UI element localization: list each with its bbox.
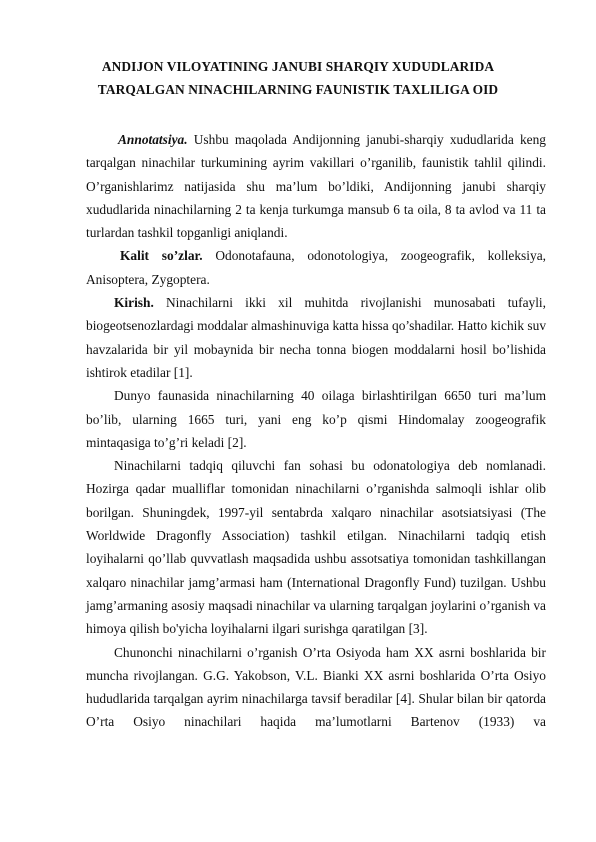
introduction-text: Ninachilarni ikki xil muhitda rivojlanishi munosabati tufayli, biogeotsenozlardagi moddalar almashinuviga katta hissa qo’shadilar. Hatto kichik suv havzalarida bir yil mobaynida bir necha tonna biogen moddalarni hosil bo’lishida ishtirok etadilar [1]. bbox=[86, 295, 547, 380]
body-paragraph: Ninachilarni tadqiq qiluvchi fan sohasi bu odonatologiya deb nomlanadi. Hozirga qadar mualliflar tomonidan ninachilarni o’rganishda salmoqli ishlar olib borilgan. Shuningdek, 1997-yil sentabrda xalqaro ninachilar asotsiatsiyasi (The Worldwide Dragonfly Association) tashkil etilgan. Ninachilarni tadqiq etish loyihalarni qo’llab quvvatlash maqsadida ushbu assotsatiya tomonidan tashkillangan xalqaro ninachilar jamg’armasi ham (International Dragonfly Fund) tuzilgan. Ushbu jamg’armaning asosiy maqsadi ninachilar va ularning tarqalgan joylarini o’rganish va himoya qilish bo'yicha loyihalarni ilgari surishga qaratilgan [3]. bbox=[86, 458, 546, 637]
title-line-2: TARQALGAN NINACHILARNING FAUNISTIK TAXLILIGA OID bbox=[97, 82, 499, 97]
body-paragraph: Dunyo faunasida ninachilarning 40 oilaga birlashtirilgan 6650 turi ma’lum bo’lib, ularning 1665 turi, yani eng ko’p qismi Hindomalay zoogeografik mintaqasiga to’g’ri keladi [2]. bbox=[86, 388, 546, 450]
keywords-text: Odonotafauna, odonotologiya, zoogeografik, kolleksiya, Anisoptera, Zygoptera. bbox=[86, 248, 546, 287]
introduction-paragraph bbox=[86, 291, 546, 384]
introduction-label: Kirish. bbox=[114, 295, 154, 311]
annotation-label: Annotatsiya. bbox=[118, 132, 188, 147]
keywords-label: Kalit so’zlar. bbox=[120, 248, 203, 264]
article-body bbox=[86, 128, 546, 757]
keywords-paragraph bbox=[86, 244, 546, 291]
annotation-paragraph bbox=[86, 128, 546, 244]
body-paragraph: Chunonchi ninachilarni o’rganish O’rta Osiyoda ham XX asrni boshlarida bir muncha rivojlangan. G.G. Yakobson, V.L. Bianki XX asrni boshlarida O’rta Osiyo hududlarida tarqalgan ayrim ninachilarga tavsif beradilar [4]. Shular bilan bir qatorda O’rta Osiyo ninachilari haqida ma’lumotlarni Bartenov (1933) va bbox=[86, 644, 546, 730]
title-line-1: ANDIJON VILOYATINING JANUBI SHARQIY XUDUDLARIDA bbox=[101, 59, 495, 74]
annotation-text: Ushbu maqolada Andijonning janubi-sharqiy xududlarida keng tarqalgan ninachilar turkumining ayrim vakillari o’rganilib, faunistik tahlil qilindi. O’rganishlarimz natijasida shu ma’lum bo’ldiki, Andijonning janubi sharqiy xududlarida ninachilarning 2 ta kenja turkumga mansub 6 ta oila, 8 ta avlod va 11 ta turlardan tashkil topganligi aniqlandi. bbox=[86, 132, 546, 241]
